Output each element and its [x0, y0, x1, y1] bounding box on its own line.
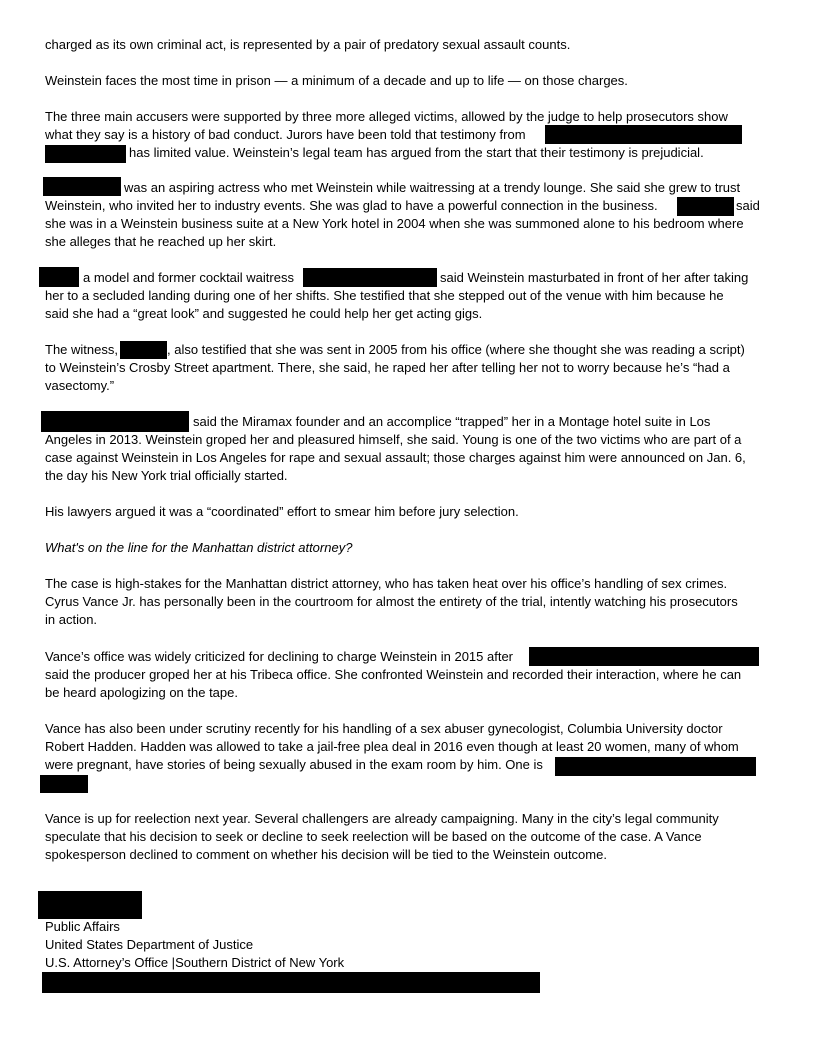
redaction-block: [555, 757, 756, 776]
paragraph-line: Vance’s office was widely criticized for declining to charge Weinstein in 2015 after: [45, 649, 514, 664]
paragraph-line: said the producer groped her at his Tribeca office. She confronted Weinstein and recorded their interaction, where he can: [45, 667, 742, 682]
redaction-block: [43, 177, 121, 196]
redaction-block: [120, 341, 167, 359]
redaction-block: [303, 268, 437, 287]
paragraph-line: Vance is up for reelection next year. Several challengers are already campaigning. Many in the city’s legal community: [45, 811, 719, 826]
redaction-block: [677, 197, 734, 216]
paragraph-line: Vance has also been under scrutiny recently for his handling of a sex abuser gynecologist, Columbia University doctor: [45, 721, 723, 736]
paragraph-line: she alleges that he reached up her skirt.: [45, 234, 277, 249]
paragraph-line: Weinstein, who invited her to industry events. She was glad to have a powerful connection in the business.: [45, 198, 658, 213]
paragraph-line: in action.: [45, 612, 98, 627]
paragraph-line: her to a secluded landing during one of her shifts. She testified that she stepped out of the venue with him because he: [45, 288, 724, 303]
paragraph-line: were pregnant, have stories of being sexually abused in the exam room by him. One is: [45, 757, 543, 772]
signature-department: United States Department of Justice: [45, 937, 254, 952]
redaction-block: [38, 891, 142, 919]
paragraph-line: The witness,: [45, 342, 118, 357]
redaction-block: [39, 267, 79, 287]
paragraph-line: charged as its own criminal act, is represented by a pair of predatory sexual assault counts.: [45, 37, 571, 52]
paragraph-line: has limited value. Weinstein’s legal team has argued from the start that their testimony is prejudicial.: [129, 145, 704, 160]
paragraph-line: spokesperson declined to comment on whether his decision will be tied to the Weinstein outcome.: [45, 847, 607, 862]
signature-office: Public Affairs: [45, 919, 120, 934]
paragraph-line: said Weinstein masturbated in front of her after taking: [440, 270, 749, 285]
paragraph-line: The case is high-stakes for the Manhattan district attorney, who has taken heat over his office’s handling of sex crimes.: [45, 576, 728, 591]
redaction-block: [42, 972, 540, 993]
paragraph-line: said: [736, 198, 760, 213]
redaction-block: [545, 125, 742, 144]
paragraph-line: to Weinstein’s Crosby Street apartment. There, she said, he raped her after telling her not to worry because he’s “had a: [45, 360, 730, 375]
paragraph-line: was an aspiring actress who met Weinstein while waitressing at a trendy lounge. She said she grew to trust: [124, 180, 741, 195]
paragraph-line: vasectomy.”: [45, 378, 115, 393]
paragraph-line: she was in a Weinstein business suite at a New York hotel in 2004 when she was summoned alone to his bedroom where: [45, 216, 744, 231]
paragraph-line: Cyrus Vance Jr. has personally been in the courtroom for almost the entirety of the trial, intently watching his prosecutors: [45, 594, 738, 609]
paragraph-line: , also testified that she was sent in 2005 from his office (where she thought she was reading a script): [167, 342, 745, 357]
paragraph-line: Angeles in 2013. Weinstein groped her and pleasured himself, she said. Young is one of the two victims who are part of a: [45, 432, 742, 447]
redaction-block: [529, 647, 759, 666]
signature-district: U.S. Attorney’s Office |Southern District of New York: [45, 955, 345, 970]
paragraph-line: Weinstein faces the most time in prison — a minimum of a decade and up to life — on those charges.: [45, 73, 628, 88]
paragraph-line: what they say is a history of bad conduct. Jurors have been told that testimony from: [45, 127, 526, 142]
paragraph-line: said the Miramax founder and an accomplice “trapped” her in a Montage hotel suite in Los: [193, 414, 711, 429]
redaction-block: [41, 411, 189, 432]
paragraph-line: The three main accusers were supported by three more alleged victims, allowed by the judge to help prosecutors show: [45, 109, 728, 124]
paragraph-line: His lawyers argued it was a “coordinated” effort to smear him before jury selection.: [45, 504, 519, 519]
paragraph-line: be heard apologizing on the tape.: [45, 685, 238, 700]
paragraph-line: the day his New York trial officially started.: [45, 468, 288, 483]
paragraph-line: a model and former cocktail waitress: [83, 270, 294, 285]
paragraph-line: case against Weinstein in Los Angeles for rape and sexual assault; those charges against him were announced on Jan. 6,: [45, 450, 746, 465]
redaction-block: [40, 775, 88, 793]
paragraph-line: speculate that his decision to seek or decline to seek reelection will be based on the outcome of the case. A Vance: [45, 829, 702, 844]
paragraph-line: Robert Hadden. Hadden was allowed to take a jail-free plea deal in 2016 even though at least 20 women, many of whom: [45, 739, 739, 754]
section-heading: What's on the line for the Manhattan district attorney?: [45, 540, 353, 555]
paragraph-line: said she had a “great look” and suggested he could help her get acting gigs.: [45, 306, 483, 321]
redaction-block: [45, 145, 126, 163]
